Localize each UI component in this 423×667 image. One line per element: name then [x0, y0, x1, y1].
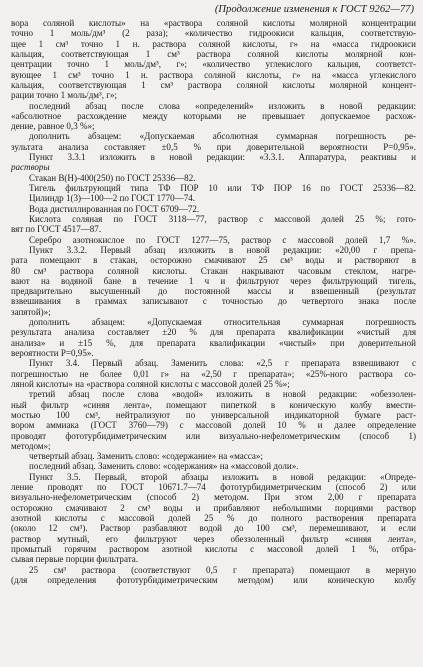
text-line: последний абзац. Заменить слово: «содержания» на «массовой доли». [29, 461, 299, 472]
text-line: вующее 1 см³ точно 1 н. раствора соляной кислоты, г» на «масса углекислого [11, 69, 416, 80]
text-line: осторожно смачивают 2 см³ воды и прибавляют небольшими порциями раствор [11, 502, 416, 513]
text-line: вят по ГОСТ 4517—87. [11, 224, 102, 235]
text-line: центрации точно 1 моль/дм³, г»; «количество углекислого кальция, соответст- [11, 59, 416, 70]
text-line: проводят фототурбидиметрическим или визуально-нефелометрическим (способ 1) [11, 430, 416, 441]
text-line: ление проводят по ГОСТ 10671.7—74 фототурбидиметрическим (способ 2) или [11, 482, 416, 493]
text-line: Пункт 3.4. Первый абзац. Заменить слова: «2,5 г препарата взвешивают с [29, 358, 416, 369]
text-line: раствор мутный, его фильтруют через обеззоленный фильтр «синяя лента», [11, 533, 416, 544]
text-line: промытый горячим раствором азотной кислоты с массовой долей 1 %, отбра- [11, 543, 416, 554]
text-line: Пункт 3.3.2. Первый абзац изложить в новой редакции: «20,00 г препа- [29, 244, 416, 255]
text-line: (для определения фототурбидиметрическим методом) или коническую колбу [11, 574, 416, 585]
text-line: Пункт 3.3.1 изложить в новой редакции: «3.3.1. Аппаратура, реактивы и [29, 152, 416, 163]
text-line: предварительно высушенный до постоянной массы и взвешенный (результат [11, 286, 416, 297]
text-line: растворы [11, 162, 50, 173]
text-line: азотной кислоты с массовой долей 25 % до полного растворения препарата [11, 513, 416, 523]
text-line: Кислота соляная по ГОСТ 3118—77, раствор с массовой долей 25 %; гото- [29, 213, 416, 224]
text-line: Цилиндр 1(3)—100—2 по ГОСТ 1770—74. [29, 193, 196, 204]
text-line: Вода дистиллированная по ГОСТ 6709—72. [29, 203, 200, 214]
text-line: рата помещают в стакан, осторожно смачивают 25 см³ воды и растворяют в [11, 255, 416, 266]
text-line: дение, равное 0,3 %»; [11, 121, 95, 132]
text-line: вора соляной кислоты» на «раствора соляной кислоты молярной концентрации [11, 18, 416, 28]
text-line: ляной кислоты» на «раствора соляной кислоты с массовой долей 25 %»; [11, 378, 290, 389]
text-line: 80 см³ раствора соляной кислоты. Стакан накрывают часовым стеклом, нагре- [11, 265, 416, 276]
text-line: «абсолютное расхождение между которыми не превышает допускаемое расхож- [11, 110, 416, 121]
text-line: вором аммиака (ГОСТ 3760—79) с массовой долей 10 % и далее определение [11, 420, 416, 431]
text-line: вероятности P=0,95». [11, 348, 94, 358]
text-line: точно 1 моль/дм³ (2 раза); «количество гидроокиси кальция, соответствую- [11, 28, 416, 39]
page-header: (Продолжение изменения к ГОСТ 9262—77) [214, 4, 414, 15]
text-line: Пункт 3.5. Первый, второй абзацы изложить в новой редакции: «Опреде- [29, 471, 416, 482]
text-line: Серебро азотнокислое по ГОСТ 1277—75, раствор с массовой долей 1,7 %». [29, 234, 416, 245]
text-line: дополнить абзацем: «Допускаемая относительная суммарная погрешность [29, 317, 416, 328]
text-line: последний абзац после слова «определений» изложить в новой редакции: [29, 100, 416, 111]
text-line: кальция, соответствующая 1 см³ раствора соляной кислоты молярной кон- [11, 48, 416, 59]
text-line: анализа» и ±15 %, для препарата квалификации «чистый» при доверительной [11, 337, 416, 348]
text-line: вают на водяной бане в течение 1 ч и фильтруют через фильтрующий тигель, [11, 275, 416, 286]
text-line: сывая первые порции фильтрата. [11, 554, 139, 565]
text-line: погрешностью не более 0,01 г» на «2,50 г препарата»; «25%-ного раствора со- [11, 368, 416, 379]
text-line: методом»; [11, 440, 51, 451]
text-line: запятой)»; [11, 306, 51, 317]
text-line: визуально-нефелометрическим (способ 2) методом. При этом 2,00 г препарата [11, 492, 416, 503]
text-line: третий абзац после слова «водой» изложить в новой редакции: «обеззолен- [29, 389, 416, 400]
text-line: мостью 100 см³, нейтрализуют по универсальной индикаторной бумаге раст- [11, 409, 416, 420]
text-line: результата анализа составляет ±20 % для препарата квалификации «чистый для [11, 327, 416, 338]
text-line: дополнить абзацем: «Допускаемая абсолютная суммарная погрешность ре- [29, 131, 416, 142]
text-line: Стакан В(Н)-400(250) по ГОСТ 25336—82. [29, 172, 196, 183]
text-line: щее 1 см³ точно 1 н. раствора соляной кислоты, г» на «масса гидроокиси [11, 38, 416, 49]
text-line: 25 см³ раствора (соответствуют 0,5 г препарата) помещают в мерную [29, 564, 416, 575]
text-line: рации точно 1 моль/дм³, г»; [11, 90, 118, 101]
text-line: ный фильтр «синяя лента», помещают пипеткой в коническую колбу вмести- [11, 399, 416, 410]
text-line: кальция, соответствующая 1 см³ раствора соляной кислоты молярной концент- [11, 79, 416, 90]
text-line: зультата анализа составляет ±0,5 % при доверительной вероятности P=0,95». [11, 141, 416, 152]
text-line: Тигель фильтрующий типа ТФ ПОР 10 или ТФ ПОР 16 по ГОСТ 25336—82. [29, 183, 416, 193]
text-line: взвешивания в граммах записывают с точностью до четвертого знака после [11, 296, 416, 307]
text-line: четвертый абзац. Заменить слово: «содержание» на «масса»; [29, 451, 263, 462]
text-line: (около 12 см³). Раствор разбавляют водой до 100 см³, перемешивают, и если [11, 523, 416, 534]
